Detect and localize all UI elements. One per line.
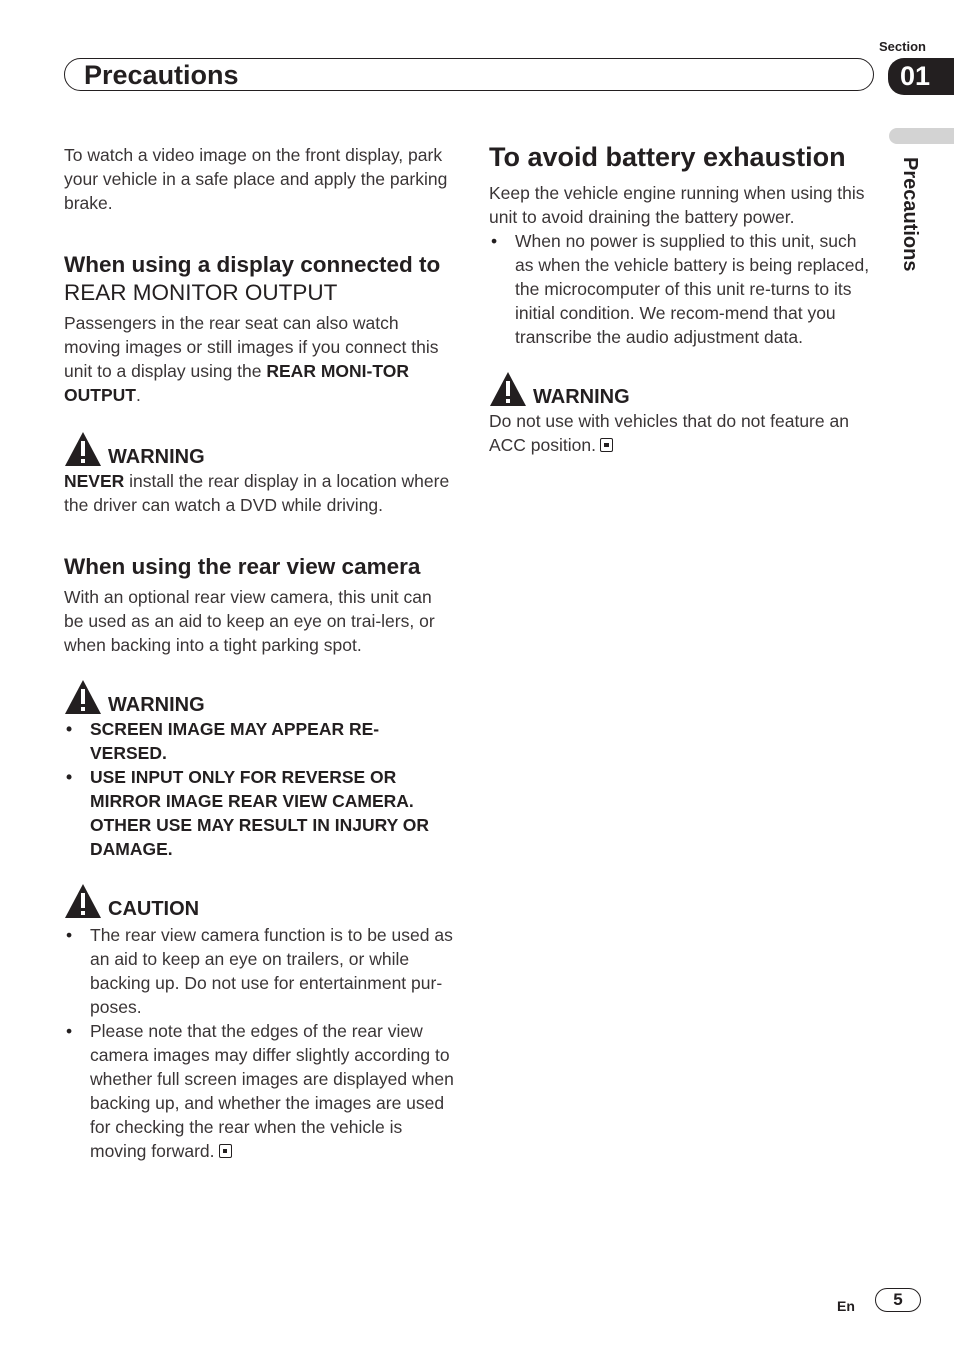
list-item <box>64 1019 454 1163</box>
end-of-section-icon <box>219 1144 232 1158</box>
camera-section-heading: When using the rear view camera <box>64 554 421 579</box>
warning-triangle-icon <box>64 679 102 715</box>
list-item-text: Please note that the edges of the rear view camera images may differ slightly according to whether full screen images are displayed when backing up, and whether the images are used for checking the rear when the vehicle is moving forward. <box>90 1021 454 1161</box>
camera-caution <box>64 881 454 1163</box>
battery-list <box>489 229 877 349</box>
display-warning <box>64 429 454 517</box>
list-item-text: USE INPUT ONLY FOR REVERSE OR MIRROR IMAGE REAR VIEW CAMERA. OTHER USE MAY RESULT IN INJURY OR DAMAGE. <box>90 767 430 859</box>
camera-section-body: With an optional rear view camera, this unit can be used as an aid to keep an eye on trai-lers, or when backing into a tight parking spot. <box>64 587 435 655</box>
side-tab-marker <box>889 128 954 144</box>
list-item <box>64 717 454 765</box>
bullet-icon: • <box>491 231 498 251</box>
list-item <box>64 923 454 1019</box>
warning-title: WARNING <box>108 694 205 716</box>
camera-section <box>64 553 454 1163</box>
warning-title: WARNING <box>108 446 205 468</box>
battery-body: Keep the vehicle engine running when using this unit to avoid draining the battery power. <box>489 183 865 227</box>
warning-triangle-icon <box>64 431 102 467</box>
warning-body: install the rear display in a location where the driver can watch a DVD while driving. <box>64 471 450 515</box>
list-item <box>64 765 454 861</box>
list-item-text: The rear view camera function is to be used as an aid to keep an eye on trailers, or while backing up. Do not use for entertainment pur-poses. <box>90 925 453 1017</box>
language-label: En <box>837 1298 855 1314</box>
body-end: . <box>135 385 141 405</box>
page-title: Precautions <box>84 60 239 90</box>
list-item-text: When no power is supplied to this unit, such as when the vehicle battery is being replaced, the microcomputer of this unit re-turns to its initial condition. We recom-mend that you transcribe the audio adjustment data. <box>515 231 870 347</box>
list-item <box>489 229 877 349</box>
battery-warning <box>489 369 877 457</box>
bullet-icon: • <box>66 719 73 739</box>
warning-header <box>489 369 877 407</box>
right-column <box>489 140 877 457</box>
warning-body: Do not use with vehicles that do not feature an ACC position. <box>489 411 849 455</box>
warning-text <box>64 469 454 517</box>
caution-triangle-icon <box>64 883 102 919</box>
warning-bold: NEVER <box>64 471 125 491</box>
side-tab-label: Precautions <box>899 157 921 272</box>
battery-heading: To avoid battery exhaustion <box>489 142 846 172</box>
caution-header <box>64 881 454 919</box>
section-number-badge: 01 <box>888 58 954 95</box>
end-of-section-icon <box>600 438 613 452</box>
body-bold: REAR MONI-TOR OUTPUT <box>64 361 409 405</box>
display-section-body <box>64 311 454 407</box>
warning-triangle-icon <box>489 371 527 407</box>
heading-suffix: REAR MONITOR OUTPUT <box>64 280 338 305</box>
camera-warning <box>64 677 454 861</box>
warning-header <box>64 677 454 715</box>
bullet-icon: • <box>66 925 73 945</box>
warning-list <box>64 717 454 861</box>
caution-list <box>64 923 454 1163</box>
left-column <box>64 143 454 1163</box>
warning-title: WARNING <box>533 386 630 408</box>
display-section <box>64 251 454 517</box>
bullet-icon: • <box>66 767 73 787</box>
intro-paragraph: To watch a video image on the front display, park your vehicle in a safe place and apply the parking brake. <box>64 145 448 213</box>
caution-title: CAUTION <box>108 898 200 920</box>
bullet-icon: • <box>66 1021 73 1041</box>
section-label: Section <box>879 39 926 54</box>
heading-prefix: When using a display connected to <box>64 252 441 277</box>
display-section-heading <box>64 251 454 307</box>
body-text: Passengers in the rear seat can also watch moving images or still images if you connect this unit to a display using the <box>64 313 439 381</box>
list-item-text: SCREEN IMAGE MAY APPEAR RE-VERSED. <box>90 719 380 763</box>
warning-header <box>64 429 454 467</box>
warning-text <box>489 409 877 457</box>
page-number: 5 <box>875 1288 921 1312</box>
